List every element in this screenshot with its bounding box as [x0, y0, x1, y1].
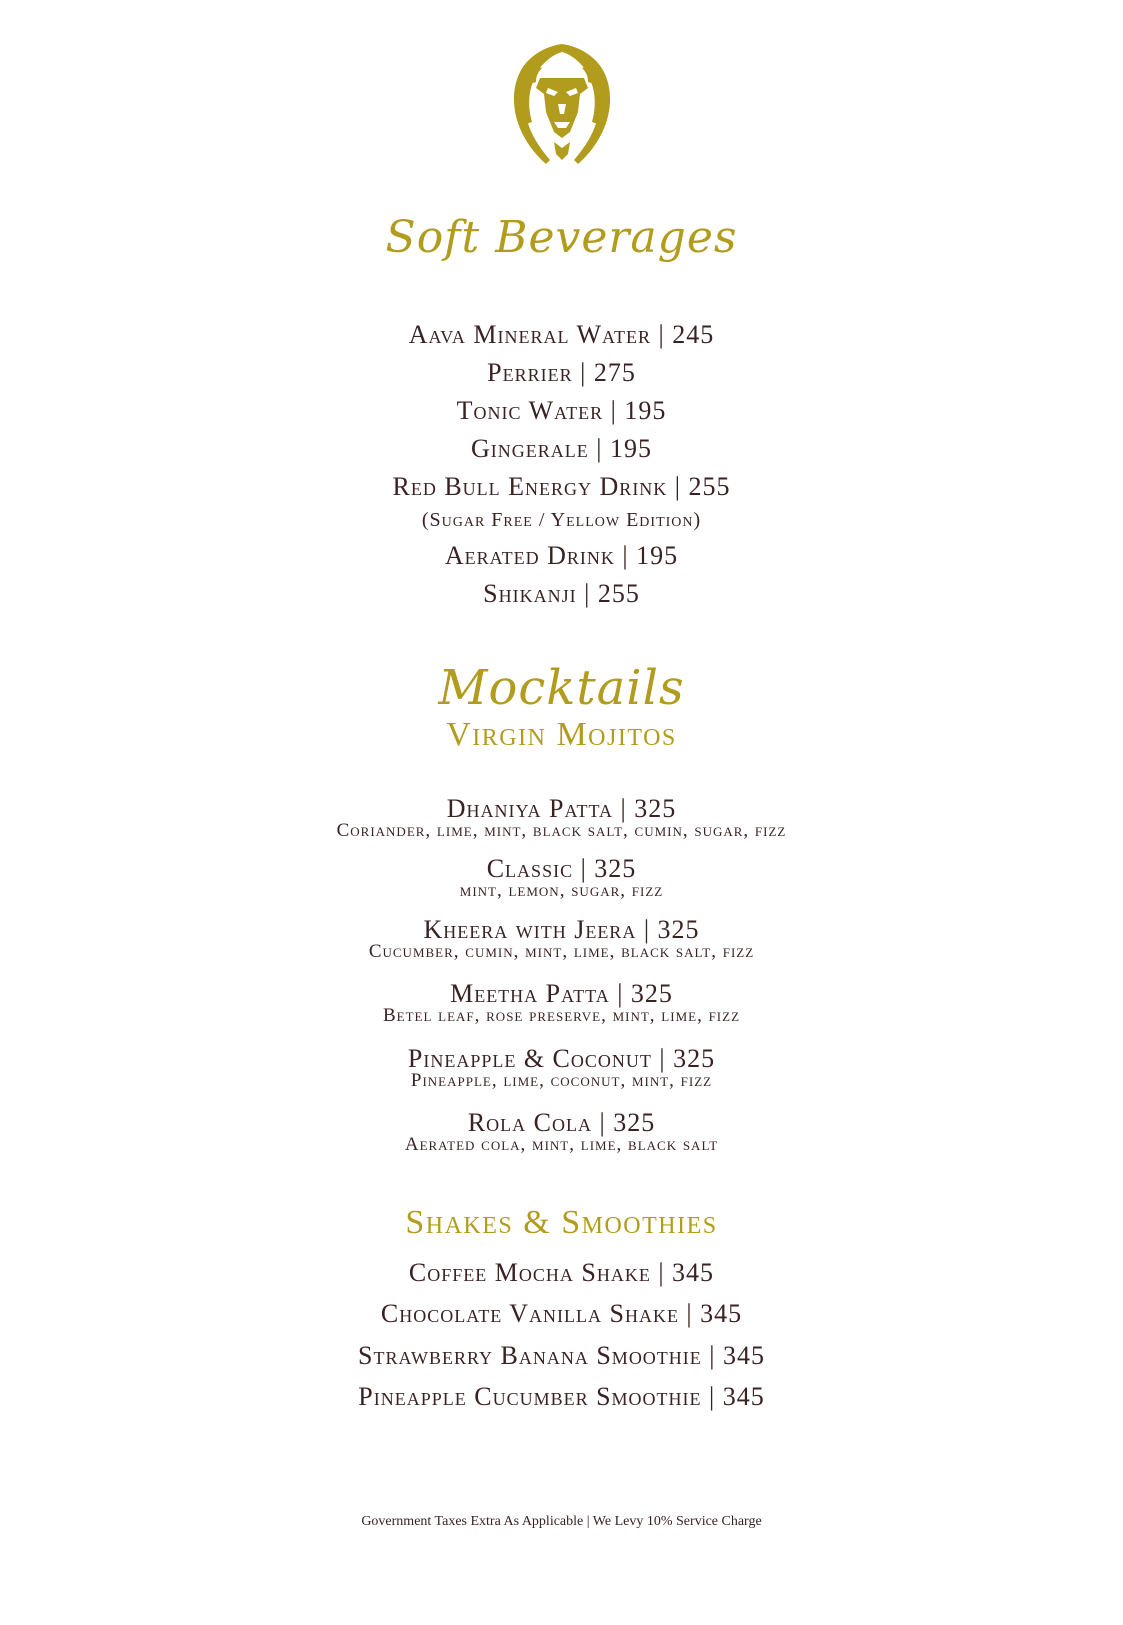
- menu-item-description: Cucumber, cumin, mint, lime, black salt, fizz: [368, 941, 755, 962]
- menu-item: Shikanji | 255: [483, 579, 640, 608]
- menu-item: Perrier | 275: [487, 358, 636, 387]
- menu-item: Pineapple & Coconut | 325: [407, 1044, 716, 1073]
- footer-note: Government Taxes Extra As Applicable | We Levy 10% Service Charge: [361, 1514, 762, 1529]
- section-subtitle-virgin-mojitos: Virgin Mojitos: [446, 716, 677, 753]
- menu-item: Aerated Drink | 195: [444, 541, 679, 570]
- menu-item: Kheera with Jeera | 325: [423, 915, 700, 944]
- menu-item-description: Aerated cola, mint, lime, black salt: [404, 1134, 719, 1155]
- menu-item: Dhaniya Patta | 325: [446, 794, 677, 823]
- menu-item: Coffee Mocha Shake | 345: [408, 1258, 715, 1287]
- menu-item: Rola Cola | 325: [467, 1108, 656, 1137]
- menu-item-description: Pineapple, lime, coconut, mint, fizz: [410, 1070, 713, 1091]
- menu-item: Aava Mineral Water | 245: [408, 320, 715, 349]
- section-title-soft-beverages: Soft Beverages: [385, 212, 738, 263]
- menu-item: Meetha Patta | 325: [450, 979, 673, 1008]
- menu-item: Chocolate Vanilla Shake | 345: [380, 1299, 743, 1328]
- menu-item: Red Bull Energy Drink | 255: [392, 472, 731, 501]
- section-title-shakes-smoothies: Shakes & Smoothies: [405, 1204, 718, 1241]
- section-title-mocktails: Mocktails: [438, 660, 685, 716]
- menu-item: Strawberry Banana Smoothie | 345: [357, 1341, 765, 1370]
- lion-head-icon: [506, 42, 618, 172]
- menu-item: Classic | 325: [486, 854, 637, 883]
- menu-item: Gingerale | 195: [471, 434, 652, 463]
- menu-item-description: mint, lemon, sugar, fizz: [459, 880, 664, 901]
- menu-item: Pineapple Cucumber Smoothie | 345: [358, 1382, 765, 1411]
- menu-item: Tonic Water | 195: [456, 396, 667, 425]
- menu-item-description: Betel leaf, rose preserve, mint, lime, fizz: [382, 1005, 741, 1026]
- menu-item-description: Coriander, lime, mint, black salt, cumin, sugar, fizz: [336, 820, 787, 841]
- menu-item-note: (Sugar Free / Yellow Edition): [421, 509, 702, 531]
